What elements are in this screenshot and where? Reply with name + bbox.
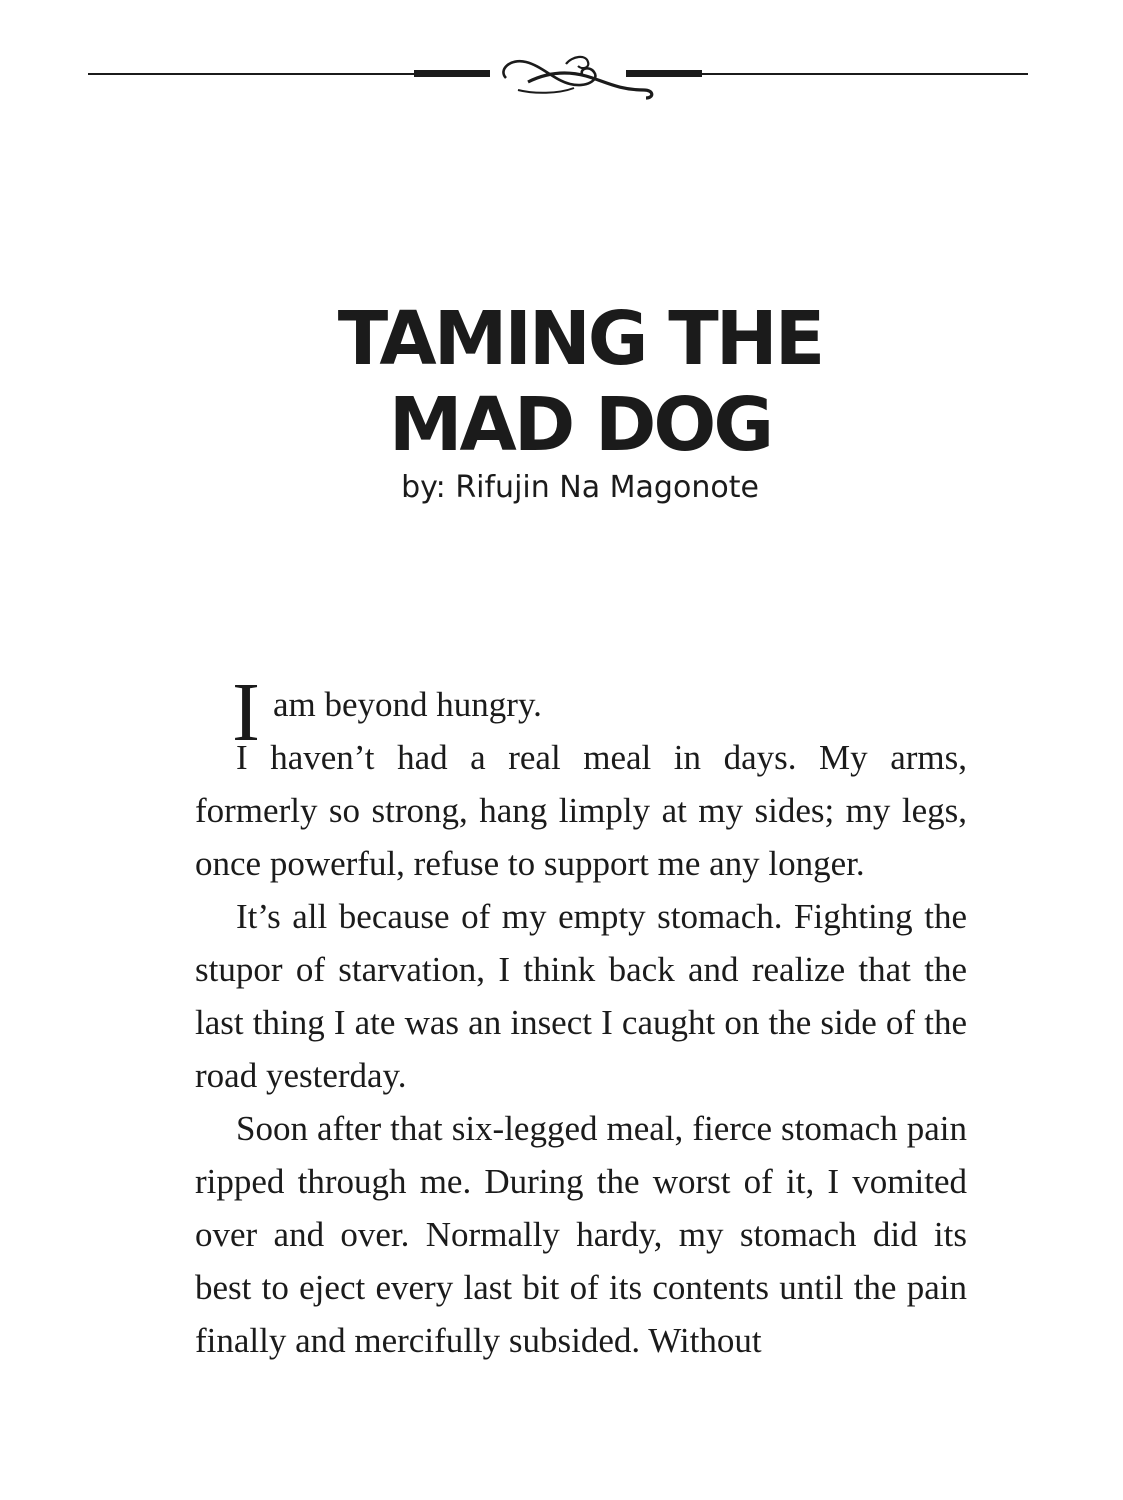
- chapter-title-line-1: TAMING THE: [337, 296, 823, 382]
- chapter-title-line-2: MAD DOG: [388, 382, 772, 468]
- opening-sentence: am beyond hungry.: [273, 685, 542, 724]
- paragraph: It’s all because of my empty stomach. Fighting the stupor of starvation, I think back and realize that the last thing I ate was an insect I caught on the side of the road yesterday.: [195, 897, 967, 1095]
- paragraph: Soon after that six-legged meal, fierce stomach pain ripped through me. During the worst of it, I vomited over and over. Normally hardy, my stomach did its best to eject every last bit of its contents until the pain finally and mercifully subsided. Without: [195, 1109, 967, 1360]
- paragraph: I haven’t had a real meal in days. My arms, formerly so strong, hang limply at my sides; my legs, once powerful, refuse to support me any longer.: [195, 738, 967, 883]
- flourish-divider-icon: [88, 50, 1028, 106]
- chapter-body: [195, 666, 967, 1367]
- drop-cap: I: [232, 666, 260, 759]
- paragraph-opening: [195, 666, 967, 759]
- chapter-title: [0, 296, 1123, 468]
- author-byline: by: Rifujin Na Magonote: [401, 470, 759, 505]
